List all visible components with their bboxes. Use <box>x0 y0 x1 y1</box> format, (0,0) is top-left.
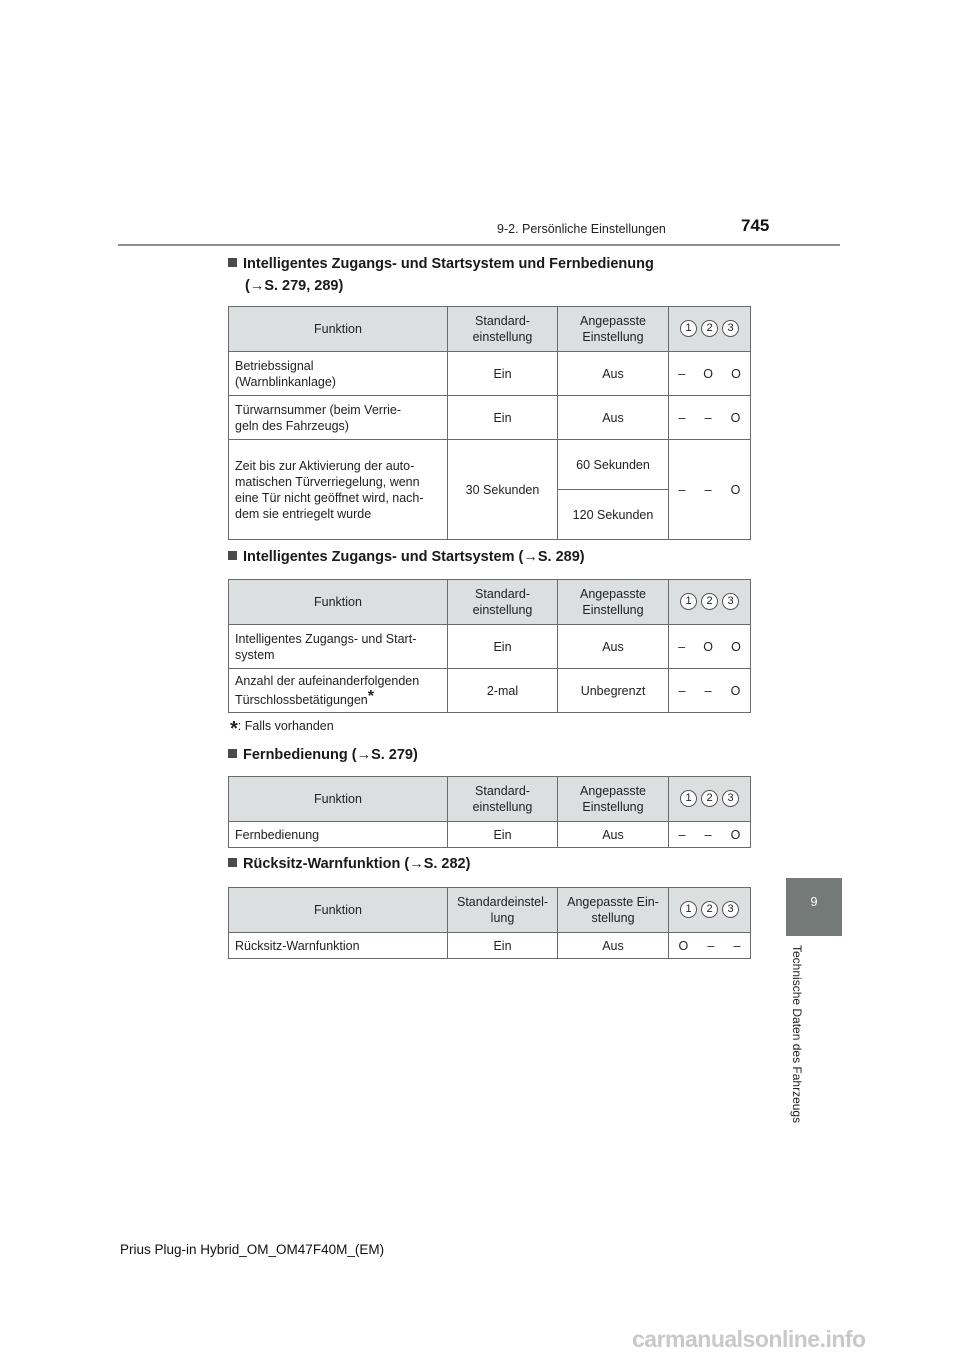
method-mark: – <box>678 827 686 842</box>
table-row <box>229 625 751 669</box>
footnote <box>230 718 334 741</box>
method-mark: O <box>730 827 741 842</box>
table-row <box>229 396 751 440</box>
default-cell: 2-mal <box>448 669 558 713</box>
column-header-custom: Angepasste Einstellung <box>558 307 669 352</box>
column-header-custom: Angepasste Einstellung <box>558 777 669 822</box>
column-header-function: Funktion <box>229 888 448 933</box>
default-cell: Ein <box>448 352 558 396</box>
method-mark: – <box>678 482 686 497</box>
function-cell: Zeit bis zur Aktivierung der auto- matischen Türverriegelung, wenn eine Tür nicht geöffnet wird, nach- dem sie entriegelt wurde <box>229 440 448 540</box>
circled-number-3-icon: 3 <box>722 593 739 610</box>
table-header-row <box>229 307 751 352</box>
settings-table <box>228 776 751 848</box>
default-cell: Ein <box>448 396 558 440</box>
methods-cell <box>669 396 751 440</box>
chapter-label: Technische Daten des Fahrzeugs <box>790 945 804 1124</box>
table-row <box>229 822 751 848</box>
square-bullet-icon <box>228 749 237 758</box>
method-mark: O <box>703 639 713 654</box>
method-mark: O <box>678 938 689 953</box>
circled-number-1-icon: 1 <box>680 901 697 918</box>
column-header-custom: Angepasste Ein- stellung <box>558 888 669 933</box>
methods-cell <box>669 352 751 396</box>
methods-cell <box>669 822 751 848</box>
square-bullet-icon <box>228 551 237 560</box>
settings-table <box>228 579 751 713</box>
column-header-default: Standard- einstellung <box>448 307 558 352</box>
default-cell: Ein <box>448 625 558 669</box>
circled-number-1-icon: 1 <box>680 593 697 610</box>
circled-number-2-icon: 2 <box>701 320 718 337</box>
heading-text: Fernbedienung (→S. 279) <box>243 747 418 763</box>
table-header-row <box>229 580 751 625</box>
section-heading <box>228 546 585 568</box>
methods-cell <box>669 625 751 669</box>
square-bullet-icon <box>228 258 237 267</box>
watermark: carmanualsonline.info <box>632 1326 866 1352</box>
column-header-function: Funktion <box>229 777 448 822</box>
custom-cell: Aus <box>558 352 669 396</box>
circled-number-1-icon: 1 <box>680 790 697 807</box>
header-divider <box>118 244 840 246</box>
method-mark: O <box>730 482 741 497</box>
circled-number-3-icon: 3 <box>722 790 739 807</box>
custom-cell: Unbegrenzt <box>558 669 669 713</box>
section-heading <box>228 253 654 297</box>
method-mark: – <box>678 639 686 654</box>
method-mark: – <box>704 683 712 698</box>
method-mark: – <box>678 366 686 381</box>
column-header-methods <box>669 307 751 352</box>
function-text: Anzahl der aufeinanderfolgenden Türschlossbetätigungen <box>235 674 420 707</box>
circled-number-3-icon: 3 <box>722 901 739 918</box>
methods-cell <box>669 933 751 959</box>
circled-number-3-icon: 3 <box>722 320 739 337</box>
custom-cell: Aus <box>558 625 669 669</box>
section-heading <box>228 853 470 875</box>
settings-table <box>228 306 751 540</box>
method-mark: – <box>704 410 712 425</box>
chapter-tab: 9 <box>786 878 842 936</box>
footnote-marker: * <box>367 688 374 705</box>
method-mark: – <box>733 938 741 953</box>
page-number: 745 <box>741 216 770 235</box>
section-heading <box>228 744 418 766</box>
heading-text: Intelligentes Zugangs- und Startsystem (→S. 289) <box>243 549 585 565</box>
function-cell: Türwarnsummer (beim Verrie- geln des Fahrzeugs) <box>229 396 448 440</box>
method-mark: – <box>704 482 712 497</box>
custom-cell: 120 Sekunden <box>558 490 669 540</box>
heading-text: Rücksitz-Warnfunktion (→S. 282) <box>243 856 471 872</box>
methods-cell <box>669 440 751 540</box>
settings-table <box>228 887 751 959</box>
table-row <box>229 440 751 490</box>
default-cell: Ein <box>448 933 558 959</box>
method-mark: – <box>678 410 686 425</box>
document-footer: Prius Plug-in Hybrid_OM_OM47F40M_(EM) <box>120 1242 385 1257</box>
function-cell <box>229 669 448 713</box>
circled-number-2-icon: 2 <box>701 790 718 807</box>
column-header-default: Standardeinstel- lung <box>448 888 558 933</box>
function-cell: Intelligentes Zugangs- und Start- system <box>229 625 448 669</box>
heading-text: Intelligentes Zugangs- und Startsystem und Fernbedienung <box>243 256 654 272</box>
footnote-text: : Falls vorhanden <box>237 719 334 733</box>
method-mark: – <box>707 938 715 953</box>
method-mark: O <box>703 366 713 381</box>
square-bullet-icon <box>228 858 237 867</box>
table-header-row <box>229 888 751 933</box>
method-mark: O <box>730 683 741 698</box>
column-header-default: Standard- einstellung <box>448 580 558 625</box>
function-cell: Fernbedienung <box>229 822 448 848</box>
method-mark: – <box>678 683 686 698</box>
function-cell: Rücksitz-Warnfunktion <box>229 933 448 959</box>
function-cell: Betriebssignal (Warnblinkanlage) <box>229 352 448 396</box>
section-title: 9-2. Persönliche Einstellungen <box>497 222 666 236</box>
default-cell: 30 Sekunden <box>448 440 558 540</box>
table-header-row <box>229 777 751 822</box>
default-cell: Ein <box>448 822 558 848</box>
column-header-function: Funktion <box>229 580 448 625</box>
custom-cell: 60 Sekunden <box>558 440 669 490</box>
column-header-custom: Angepasste Einstellung <box>558 580 669 625</box>
methods-cell <box>669 669 751 713</box>
column-header-methods <box>669 888 751 933</box>
custom-cell: Aus <box>558 933 669 959</box>
custom-cell: Aus <box>558 822 669 848</box>
column-header-function: Funktion <box>229 307 448 352</box>
table-row <box>229 933 751 959</box>
circled-number-1-icon: 1 <box>680 320 697 337</box>
heading-reference: (→S. 279, 289) <box>245 278 344 294</box>
method-mark: O <box>730 410 741 425</box>
method-mark: O <box>731 639 741 654</box>
table-row <box>229 669 751 713</box>
column-header-default: Standard- einstellung <box>448 777 558 822</box>
custom-cell: Aus <box>558 396 669 440</box>
column-header-methods <box>669 580 751 625</box>
column-header-methods <box>669 777 751 822</box>
method-mark: – <box>704 827 712 842</box>
method-mark: O <box>731 366 741 381</box>
footnote-marker: * <box>230 718 238 740</box>
circled-number-2-icon: 2 <box>701 593 718 610</box>
table-row <box>229 352 751 396</box>
circled-number-2-icon: 2 <box>701 901 718 918</box>
